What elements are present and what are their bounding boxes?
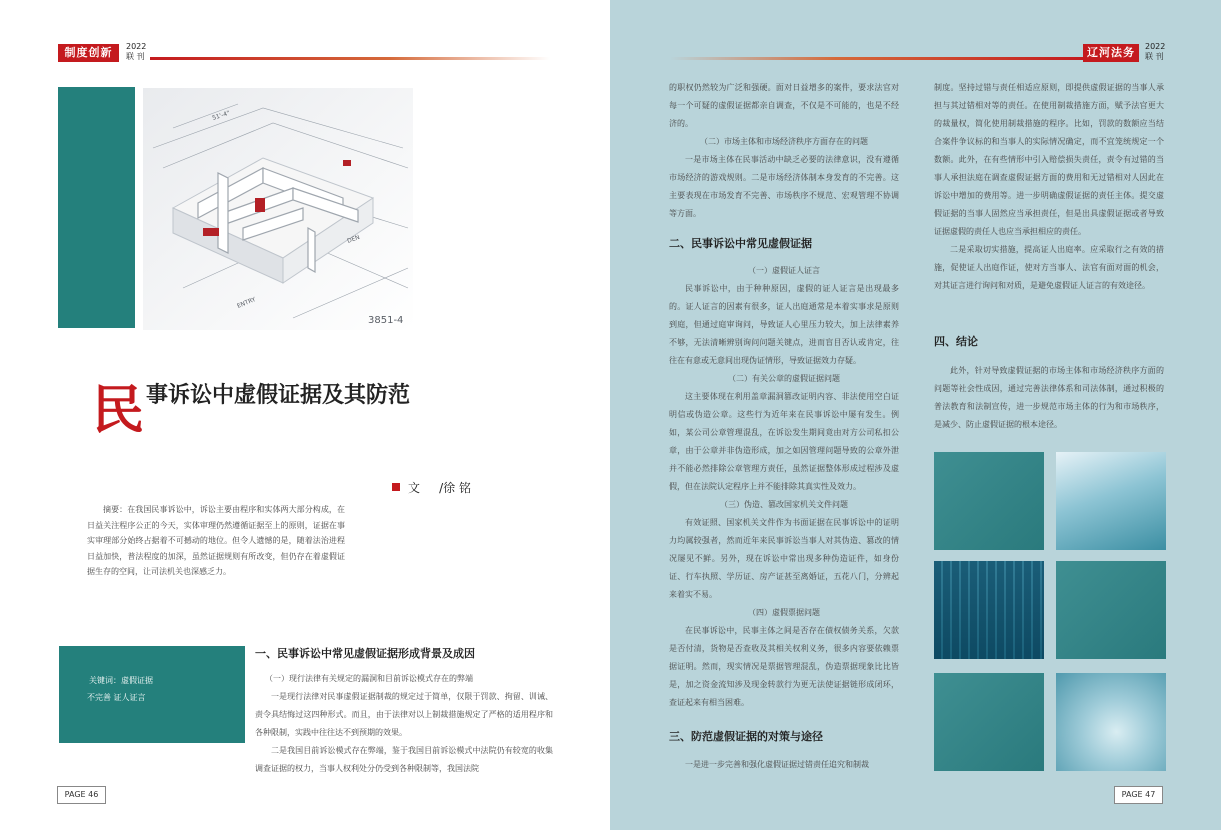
year-text: 2022	[126, 42, 147, 51]
photo-tile-teal	[934, 452, 1044, 550]
photo-tile-skyline	[1056, 452, 1166, 550]
keywords-line-1: 关键词：虚假证据	[89, 676, 153, 685]
right-page	[610, 0, 1221, 830]
col2-body	[934, 79, 1164, 295]
page-number-right	[1114, 786, 1163, 804]
left-page	[0, 0, 610, 830]
author-line	[392, 479, 471, 496]
page-number-left	[57, 786, 106, 804]
col1-bottom	[669, 756, 899, 774]
photo-tile-teal	[1056, 561, 1166, 659]
header-year-left	[126, 42, 146, 62]
keywords-box	[59, 646, 245, 743]
paragraph: 此外，针对导致虚假证据的市场主体和市场经济秩序方面的问题等社会性成因，通过完善法律体系和司法体制，通过积极的普法教育和法制宣传，进一步规范市场主体的行为和市场秩序，是减少、防止虚假证据的根本途径。	[934, 366, 1164, 429]
subheading: （二）有关公章的虚假证据问题	[728, 374, 840, 383]
subheading: （一）虚假证人证言	[748, 266, 820, 275]
year-text: 2022	[1145, 42, 1166, 51]
photo-tile-building	[934, 561, 1044, 659]
paragraph: 二是采取切实措施，提高证人出庭率。应采取行之有效的措施，促使证人出庭作证，使对方当事人、法官有面对面的机会，对其证言进行询问和对质，是避免虚假证人证言的有效途径。	[934, 245, 1164, 290]
author-name: /徐 铭	[439, 481, 471, 495]
section-1-paragraph: 一是现行法律对民事虚假证据制裁的规定过于简单，仅限于罚款、拘留、训诫、责令具结悔过这四种形式。而且，由于法律对以上制裁措施规定了严格的适用程序和各种限制，实践中往往达不到预期的效果。	[255, 692, 553, 737]
col1-top	[669, 79, 899, 223]
col1-mid	[669, 262, 899, 712]
svg-text:51'-4": 51'-4"	[211, 109, 231, 122]
title-drop-char: 民	[92, 381, 145, 441]
paragraph: 有效证照、国家机关文件作为书面证据在民事诉讼中的证明力均属较强者，然而近年来民事诉讼当事人对其伪造、篡改的情况屡见不鲜。另外，现在诉讼中常出现多种伪造证件，如身份证、行车执照、学历证、房产证甚至离婚证，五花八门，分辨起来着实不易。	[669, 518, 899, 599]
header-rule	[670, 57, 1085, 60]
subheading: （二）市场主体和市场经济秩序方面存在的问题	[700, 137, 868, 146]
section-3-heading: 三、防范虚假证据的对策与途径	[669, 730, 823, 743]
section-1-heading: 一、民事诉讼中常见虚假证据形成背景及成因	[255, 647, 475, 660]
paragraph: 一是市场主体在民事活动中缺乏必要的法律意识，没有遵循市场经济的游戏规则。二是市场经济体制本身发育的不完善。这主要表现在市场发育不完善、市场秩序不规范、宏观管理不协调等方面。	[669, 155, 899, 218]
section-4-heading: 四、结论	[934, 335, 978, 348]
paragraph: 制度。坚持过错与责任相适应原则，即提供虚假证据的当事人承担与其过错相对等的责任。在使用制裁措施方面，赋予法官更大的裁量权，简化使用制裁措施的程序。比如，罚款的数额应当结合案件争议标的和当事人的实际情况确定，而不宜笼统规定一个数额。此外，在有些情形中引入赔偿损失责任，责令有过错的当事人承担法庭在调查虚假证据方面的费用和无过错相对人因此在诉讼中增加的费用等。进一步明确虚假证据的责任主体。提交虚假证据的当事人固然应当承担责任，但是出具虚假证据或者导致证据虚假的责任人也应当承担相应的责任。	[934, 83, 1164, 236]
issue-text: 联 刊	[126, 52, 145, 61]
author-marker	[392, 483, 400, 491]
page-label: PAGE	[1121, 790, 1143, 799]
author-prefix: 文	[408, 481, 421, 495]
section-1-body	[255, 670, 553, 778]
section-2-heading: 二、民事诉讼中常见虚假证据	[669, 237, 812, 250]
page-number: 47	[1145, 790, 1156, 799]
header-tag-left: 制度创新	[58, 44, 119, 62]
paragraph: 民事诉讼中，由于种种原因，虚假的证人证言是出现最多的。证人证言的因素有很多，证人出庭通常是本着实事求是原则到庭，但通过庭审询问，导致证人心里压力较大，加上法律素养不够，无法清晰辨别询问问题关键点，进而盲目否认或肯定，往往在有意或无意间出现伪证情形，导致证据效力存疑。	[669, 284, 899, 365]
conclusion-body	[934, 362, 1164, 434]
issue-text: 联 刊	[1145, 52, 1164, 61]
floorplan-model-image	[143, 88, 413, 330]
keywords-line-2: 不完善 证人证言	[87, 693, 146, 702]
paragraph: 在民事诉讼中，民事主体之间是否存在债权债务关系，欠款是否付清，货物是否查收及其相关权利义务，很多内容要依赖票据证明。然而，现实情况是票据管理混乱，伪造票据现象比比皆是，加之资金流知涉及现金转款行为更无法使证据链形成闭环，查证起来有相当困难。	[669, 626, 899, 707]
svg-text:3851-4: 3851-4	[368, 315, 404, 326]
section-1-paragraph: 二是我国目前诉讼模式存在弊端，鉴于我国目前诉讼模式中法院仍有较宽的收集调查证据的权力，当事人权利处分仍受到各种限制等，我国法院	[255, 746, 553, 773]
decor-teal-bar	[58, 87, 135, 328]
photo-tile-teal	[934, 673, 1044, 771]
svg-text:DEN: DEN	[346, 233, 361, 245]
section-1-subheading: （一）现行法律有关规定的漏洞和目前诉讼模式存在的弊端	[265, 674, 473, 683]
svg-text:ENTRY: ENTRY	[236, 296, 257, 310]
page-label: PAGE	[64, 790, 86, 799]
header-tag-right: 辽河法务	[1083, 44, 1139, 62]
subheading: （四）虚假票据问题	[748, 608, 820, 617]
abstract: 摘要：在我国民事诉讼中，诉讼主要由程序和实体两大部分构成，在日益关注程序公正的今天，实体审理仍然遵循证据至上的原则，证据在事实审理部分始终占据着不可撼动的地位。但令人遗憾的是，随着法治进程日益加快，普法程度的加深，虽然证据规则有所改变，但仍存在着虚假证据生存的空间，让司法机关也深感乏力。	[87, 505, 345, 576]
header-year-right	[1145, 42, 1165, 62]
paragraph: 的职权仍然较为广泛和强硬。面对日益增多的案件，要求法官对每一个可疑的虚假证据都亲自调查，不仅是不可能的，也是不经济的。	[669, 83, 899, 128]
paragraph: 这主要体现在利用盖章漏洞篡改证明内容、非法使用空白证明信或伪造公章。这些行为近年来在民事诉讼中屡有发生。例如，某公司公章管理混乱，在诉讼发生期间竟由对方公司私扣公章，由于公章并非伪造形成，加之如因管理问题导致的公章外泄并不能必然排除公章管理方责任，虽然证据整体形成过程涉及虚假，但在法院认定程序上并不能排除其真实性及效力。	[669, 392, 899, 491]
paragraph: 一是进一步完善和强化虚假证据过错责任追究和制裁	[685, 760, 869, 769]
header-rule	[150, 57, 550, 60]
article-title: 事诉讼中虚假证据及其防范	[146, 383, 411, 408]
page-number: 46	[88, 790, 99, 799]
photo-tile-handshake	[1056, 673, 1166, 771]
subheading: （三）伪造、篡改国家机关文件问题	[720, 500, 848, 509]
